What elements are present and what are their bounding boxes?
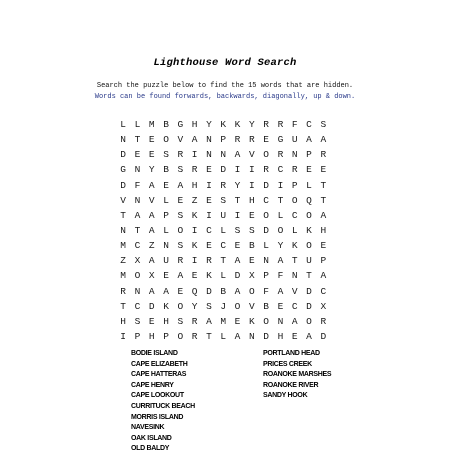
word-list-item: NAVESINK: [131, 424, 165, 432]
grid-letter: H: [248, 194, 255, 206]
grid-letter: O: [248, 285, 255, 297]
grid-letter: Y: [248, 119, 255, 130]
grid-letter: F: [263, 285, 269, 297]
grid-letter: E: [206, 240, 212, 252]
word-list-item: BODIE ISLAND: [131, 350, 178, 357]
grid-letter: E: [306, 164, 312, 176]
word-list-item: OLD BALDY: [131, 445, 170, 453]
grid-letter: N: [277, 315, 284, 327]
grid-letter: E: [248, 209, 255, 221]
grid-letter: E: [148, 315, 155, 327]
grid-letter: R: [277, 119, 284, 130]
grid-letter: I: [277, 179, 284, 191]
grid-letter: D: [120, 149, 126, 161]
grid-letter: K: [248, 315, 255, 327]
grid-letter: I: [191, 255, 198, 267]
grid-letter: N: [120, 224, 126, 236]
grid-letter: O: [234, 300, 241, 312]
grid-letter: K: [191, 209, 198, 221]
grid-letter: T: [206, 330, 212, 342]
grid-letter: M: [120, 270, 126, 282]
grid-letter: L: [163, 194, 169, 206]
grid-letter: L: [263, 240, 269, 252]
grid-letter: R: [191, 164, 198, 176]
grid-letter: A: [320, 134, 327, 146]
grid-letter: H: [277, 330, 284, 342]
grid-letter: U: [291, 134, 298, 146]
grid-letter: B: [263, 300, 269, 312]
grid-letter: N: [120, 134, 126, 146]
grid-letter: T: [320, 194, 327, 206]
grid-letter: B: [220, 285, 227, 297]
grid-letter: L: [163, 224, 169, 236]
grid-letter: P: [263, 270, 269, 282]
grid-letter: U: [220, 209, 227, 221]
grid-letter: N: [134, 194, 141, 206]
grid-letter: U: [306, 255, 312, 267]
grid-letter: S: [220, 194, 227, 206]
word-list-item: OAK ISLAND: [131, 434, 172, 442]
grid-letter: D: [148, 300, 155, 312]
grid-letter: P: [163, 330, 169, 342]
grid-letter: V: [248, 149, 255, 161]
grid-letter: S: [177, 315, 184, 327]
grid-letter: P: [291, 179, 298, 191]
grid-letter: D: [306, 300, 312, 312]
grid-letter: O: [277, 224, 284, 236]
grid-letter: F: [291, 119, 298, 130]
grid-letter: E: [177, 194, 184, 206]
grid-letter: K: [291, 240, 298, 252]
grid-letter: O: [306, 240, 312, 252]
grid-letter: R: [263, 164, 269, 176]
grid-letter: R: [320, 315, 327, 327]
grid-letter: E: [320, 164, 327, 176]
grid-letter: K: [206, 270, 212, 282]
grid-letter: A: [234, 149, 241, 161]
grid-letter: A: [234, 330, 241, 342]
word-list-item: ROANOKE RIVER: [263, 381, 319, 389]
grid-letter: T: [320, 179, 327, 191]
grid-letter: I: [234, 164, 241, 176]
grid-letter: H: [120, 315, 126, 327]
grid-letter: N: [134, 285, 141, 297]
grid-letter: E: [191, 270, 198, 282]
grid-letter: I: [206, 209, 212, 221]
grid-letter: K: [220, 119, 227, 130]
grid-letter: U: [163, 255, 169, 267]
grid-letter: A: [277, 255, 284, 267]
grid-letter: P: [306, 149, 312, 161]
grid-letter: A: [306, 330, 312, 342]
grid-letter: C: [220, 240, 227, 252]
grid-letter: A: [163, 285, 169, 297]
grid-letter: C: [291, 300, 298, 312]
grid-letter: A: [177, 270, 184, 282]
grid-letter: O: [263, 315, 269, 327]
grid-letter: R: [191, 330, 198, 342]
grid-letter: R: [277, 149, 284, 161]
grid-letter: B: [248, 240, 255, 252]
grid-letter: N: [163, 240, 169, 252]
grid-letter: A: [191, 134, 198, 146]
word-list-item: MORRIS ISLAND: [131, 413, 184, 421]
word-list-item: CAPE HATTERAS: [131, 371, 187, 379]
grid-letter: T: [220, 255, 227, 267]
grid-letter: V: [248, 300, 255, 312]
grid-letter: H: [191, 179, 198, 191]
grid-letter: O: [134, 270, 141, 282]
grid-letter: B: [163, 164, 169, 176]
grid-letter: D: [320, 330, 327, 342]
grid-letter: C: [291, 209, 298, 221]
grid-letter: S: [177, 240, 184, 252]
grid-letter: E: [163, 270, 169, 282]
grid-letter: D: [234, 270, 241, 282]
grid-letter: I: [234, 209, 241, 221]
grid-letter: T: [291, 255, 298, 267]
grid-letter: N: [248, 330, 255, 342]
word-list-item: CAPE HENRY: [131, 381, 174, 389]
grid-letter: P: [220, 134, 227, 146]
grid-letter: D: [306, 285, 312, 297]
grid-letter: R: [120, 285, 126, 297]
grid-letter: L: [134, 119, 141, 130]
grid-letter: C: [306, 119, 312, 130]
grid-letter: N: [291, 270, 298, 282]
grid-letter: E: [148, 134, 155, 146]
grid-letter: S: [177, 209, 184, 221]
grid-letter: V: [291, 285, 298, 297]
grid-letter: O: [306, 209, 312, 221]
grid-letter: D: [263, 330, 269, 342]
grid-letter: H: [191, 119, 198, 130]
grid-letter: I: [248, 179, 255, 191]
grid-letter: N: [206, 149, 212, 161]
grid-letter: D: [263, 224, 269, 236]
grid-letter: S: [134, 315, 141, 327]
grid-letter: E: [263, 134, 269, 146]
grid-letter: H: [163, 315, 169, 327]
grid-letter: L: [220, 224, 227, 236]
letter-grid: [116, 117, 330, 344]
grid-letter: L: [306, 179, 312, 191]
grid-letter: Z: [148, 240, 155, 252]
grid-letter: T: [120, 209, 126, 221]
grid-letter: P: [134, 330, 141, 342]
grid-letter: E: [134, 149, 141, 161]
grid-letter: A: [177, 179, 184, 191]
grid-letter: L: [120, 119, 126, 130]
grid-letter: N: [206, 134, 212, 146]
grid-letter: X: [320, 300, 327, 312]
grid-letter: R: [220, 179, 227, 191]
grid-letter: N: [134, 164, 141, 176]
grid-letter: A: [277, 285, 284, 297]
grid-letter: T: [134, 224, 141, 236]
puzzle-title: Lighthouse Word Search: [153, 57, 297, 69]
grid-letter: X: [134, 255, 141, 267]
grid-letter: R: [177, 255, 184, 267]
grid-letter: K: [191, 240, 198, 252]
grid-letter: P: [163, 209, 169, 221]
grid-letter: R: [234, 134, 241, 146]
grid-letter: D: [220, 164, 227, 176]
grid-letter: N: [220, 149, 227, 161]
grid-letter: G: [277, 134, 284, 146]
grid-letter: A: [206, 315, 212, 327]
grid-letter: P: [320, 255, 327, 267]
grid-letter: Z: [191, 194, 198, 206]
grid-letter: E: [206, 194, 212, 206]
grid-letter: I: [191, 224, 198, 236]
grid-letter: V: [177, 134, 184, 146]
grid-letter: L: [277, 209, 284, 221]
grid-letter: E: [148, 149, 155, 161]
grid-letter: R: [263, 119, 269, 130]
grid-letter: I: [206, 179, 212, 191]
grid-letter: S: [177, 164, 184, 176]
grid-letter: G: [177, 119, 184, 130]
instructions-line-2: Words can be found forwards, backwards, diagonally, up & down.: [94, 93, 356, 101]
grid-letter: A: [291, 315, 298, 327]
grid-letter: E: [234, 240, 241, 252]
grid-letter: K: [234, 119, 241, 130]
grid-letter: N: [291, 149, 298, 161]
grid-letter: T: [306, 270, 312, 282]
grid-letter: Z: [120, 255, 126, 267]
word-list-item: ROANOKE MARSHES: [263, 371, 332, 379]
instructions-line-1: Search the puzzle below to find the 15 words that are hidden.: [96, 82, 354, 90]
grid-letter: S: [163, 149, 169, 161]
word-list-item: CAPE ELIZABETH: [131, 360, 188, 368]
grid-letter: R: [177, 149, 184, 161]
grid-letter: D: [120, 179, 126, 191]
grid-letter: S: [234, 224, 241, 236]
grid-letter: H: [320, 224, 327, 236]
grid-letter: X: [148, 270, 155, 282]
grid-letter: E: [234, 315, 241, 327]
grid-letter: S: [320, 119, 327, 130]
grid-letter: E: [248, 255, 255, 267]
grid-letter: Y: [206, 119, 212, 130]
grid-letter: C: [134, 300, 141, 312]
grid-letter: I: [120, 330, 126, 342]
word-list-item: CAPE LOOKOUT: [131, 392, 184, 400]
grid-letter: T: [134, 134, 141, 146]
grid-letter: Y: [148, 164, 155, 176]
grid-letter: E: [320, 240, 327, 252]
grid-letter: O: [177, 300, 184, 312]
grid-letter: R: [320, 149, 327, 161]
grid-letter: A: [320, 270, 327, 282]
grid-letter: M: [220, 315, 227, 327]
grid-letter: Y: [191, 300, 198, 312]
word-list-item: PORTLAND HEAD: [263, 350, 320, 357]
grid-letter: X: [248, 270, 255, 282]
grid-letter: E: [277, 300, 284, 312]
grid-letter: F: [277, 270, 284, 282]
grid-letter: C: [320, 285, 327, 297]
grid-letter: A: [148, 224, 155, 236]
grid-letter: R: [248, 134, 255, 146]
grid-letter: O: [306, 315, 312, 327]
word-list-item: SANDY HOOK: [263, 392, 308, 400]
grid-letter: C: [206, 224, 212, 236]
grid-letter: Y: [277, 240, 284, 252]
word-list-item: CURRITUCK BEACH: [131, 402, 195, 410]
grid-letter: K: [163, 300, 169, 312]
grid-letter: S: [206, 300, 212, 312]
grid-letter: E: [163, 179, 169, 191]
grid-letter: H: [148, 330, 155, 342]
grid-letter: S: [248, 224, 255, 236]
word-list-item: PRICES CREEK: [263, 360, 312, 368]
grid-letter: A: [234, 285, 241, 297]
grid-letter: Y: [234, 179, 241, 191]
grid-letter: D: [206, 285, 212, 297]
grid-letter: A: [148, 209, 155, 221]
grid-letter: E: [291, 330, 298, 342]
grid-letter: O: [263, 149, 269, 161]
grid-letter: R: [291, 164, 298, 176]
grid-letter: O: [163, 134, 169, 146]
grid-letter: L: [291, 224, 298, 236]
grid-letter: O: [177, 224, 184, 236]
grid-letter: A: [320, 209, 327, 221]
grid-letter: J: [220, 300, 227, 312]
grid-letter: A: [148, 179, 155, 191]
grid-letter: R: [191, 315, 198, 327]
grid-letter: T: [277, 194, 284, 206]
grid-letter: T: [120, 300, 126, 312]
grid-letter: T: [234, 194, 241, 206]
grid-letter: C: [277, 164, 284, 176]
grid-letter: L: [220, 270, 227, 282]
grid-letter: D: [263, 179, 269, 191]
grid-letter: M: [120, 240, 126, 252]
grid-letter: V: [148, 194, 155, 206]
grid-letter: A: [148, 255, 155, 267]
word-list: [131, 349, 381, 455]
grid-letter: L: [220, 330, 227, 342]
grid-letter: G: [120, 164, 126, 176]
grid-letter: A: [234, 255, 241, 267]
grid-letter: A: [306, 134, 312, 146]
grid-letter: F: [134, 179, 141, 191]
grid-letter: C: [263, 194, 269, 206]
grid-letter: I: [191, 149, 198, 161]
grid-letter: K: [306, 224, 312, 236]
grid-letter: E: [177, 285, 184, 297]
grid-letter: C: [134, 240, 141, 252]
grid-letter: R: [206, 255, 212, 267]
grid-letter: M: [148, 119, 155, 130]
grid-letter: E: [206, 164, 212, 176]
grid-letter: A: [148, 285, 155, 297]
grid-letter: V: [120, 194, 126, 206]
grid-letter: A: [134, 209, 141, 221]
grid-letter: B: [163, 119, 169, 130]
grid-letter: Q: [306, 194, 312, 206]
grid-letter: O: [291, 194, 298, 206]
grid-letter: N: [263, 255, 269, 267]
grid-letter: O: [263, 209, 269, 221]
grid-letter: O: [177, 330, 184, 342]
grid-letter: Q: [191, 285, 198, 297]
grid-letter: I: [248, 164, 255, 176]
